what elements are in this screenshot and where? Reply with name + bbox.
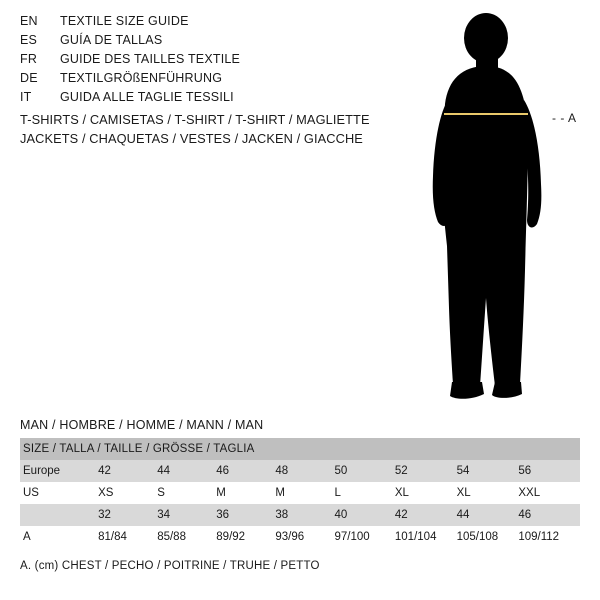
table-header-row (20, 438, 580, 460)
table-footnote: A. (cm) CHEST / PECHO / POITRINE / TRUHE / PETTO (20, 560, 320, 572)
table-cell: 34 (157, 504, 216, 526)
table-cell: 46 (518, 504, 580, 526)
row-label: US (20, 482, 98, 504)
language-code: IT (20, 90, 32, 104)
man-silhouette-icon (400, 8, 600, 408)
table-cell: 52 (395, 460, 457, 482)
table-cell: XL (395, 482, 457, 504)
language-list (20, 14, 420, 109)
table-cell: 97/100 (334, 526, 394, 548)
table-cell: 38 (275, 504, 334, 526)
language-row (20, 90, 420, 109)
table-cell: 101/104 (395, 526, 457, 548)
table-cell: 89/92 (216, 526, 275, 548)
table-cell: S (157, 482, 216, 504)
language-row (20, 52, 420, 71)
row-label: A (20, 526, 98, 548)
size-table-section (20, 418, 580, 572)
table-cell: 81/84 (98, 526, 157, 548)
table-cell: 50 (334, 460, 394, 482)
table-cell: 105/108 (457, 526, 519, 548)
table-row (20, 504, 580, 526)
category-jackets: JACKETS / CHAQUETAS / VESTES / JACKEN / GIACCHE (20, 131, 363, 146)
row-label: Europe (20, 460, 98, 482)
table-cell: 40 (334, 504, 394, 526)
size-table (20, 438, 580, 548)
table-cell: 109/112 (518, 526, 580, 548)
language-code: ES (20, 33, 38, 47)
language-row (20, 33, 420, 52)
language-row (20, 14, 420, 33)
chest-marker-letter: A (568, 111, 577, 125)
table-cell: 93/96 (275, 526, 334, 548)
table-cell: 36 (216, 504, 275, 526)
table-group-title: MAN / HOMBRE / HOMME / MANN / MAN (20, 418, 264, 432)
table-cell: XXL (518, 482, 580, 504)
table-cell: 32 (98, 504, 157, 526)
table-cell: 44 (457, 504, 519, 526)
table-cell: 42 (395, 504, 457, 526)
table-header-label: SIZE / TALLA / TAILLE / GRÖSSE / TAGLIA (20, 438, 580, 460)
language-title: GUIDA ALLE TAGLIE TESSILI (60, 90, 234, 104)
language-row (20, 71, 420, 90)
language-title: TEXTILGRÖßENFÜHRUNG (60, 71, 223, 85)
language-title: GUIDE DES TAILLES TEXTILE (60, 52, 241, 66)
chest-marker (552, 111, 577, 125)
category-tshirts: T-SHIRTS / CAMISETAS / T-SHIRT / T-SHIRT / MAGLIETTE (20, 112, 370, 127)
table-cell: 42 (98, 460, 157, 482)
language-title: GUÍA DE TALLAS (60, 33, 163, 47)
chest-marker-dash: - - (552, 111, 565, 125)
table-cell: 54 (457, 460, 519, 482)
table-cell: 85/88 (157, 526, 216, 548)
table-row (20, 460, 580, 482)
table-cell: M (275, 482, 334, 504)
table-row (20, 482, 580, 504)
language-code: EN (20, 14, 38, 28)
table-cell: 46 (216, 460, 275, 482)
language-code: FR (20, 52, 38, 66)
language-code: DE (20, 71, 38, 85)
table-cell: 48 (275, 460, 334, 482)
table-cell: L (334, 482, 394, 504)
table-cell: 56 (518, 460, 580, 482)
row-label (20, 504, 98, 526)
table-cell: XL (457, 482, 519, 504)
garment-category-list (20, 110, 440, 148)
table-cell: XS (98, 482, 157, 504)
table-cell: M (216, 482, 275, 504)
table-cell: 44 (157, 460, 216, 482)
language-title: TEXTILE SIZE GUIDE (60, 14, 189, 28)
table-row (20, 526, 580, 548)
body-silhouette-figure (400, 8, 600, 408)
